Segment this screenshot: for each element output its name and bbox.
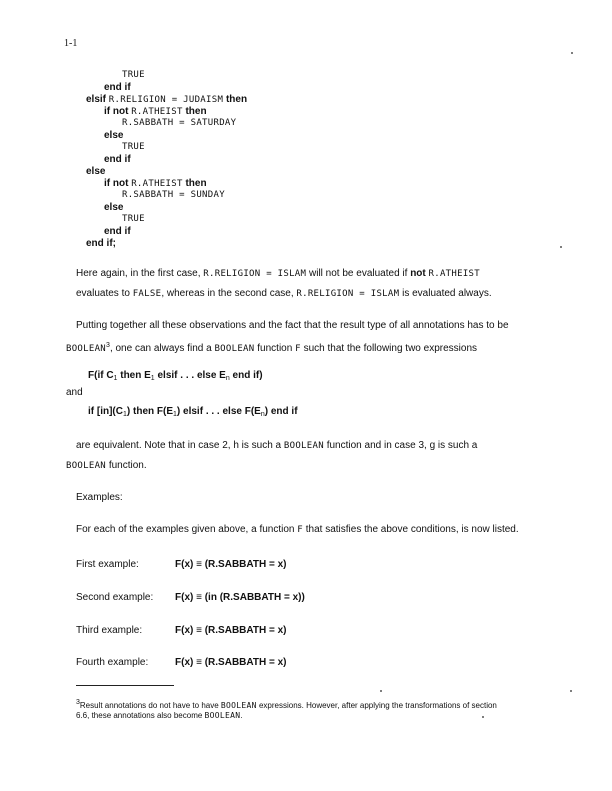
code-line-5: R.SABBATH = SATURDAY [122, 118, 237, 128]
example-label-4: Fourth example: [76, 657, 149, 668]
code-line-3: elsif R.RELIGION = JUDAISM then [86, 94, 248, 105]
example-formula-4: F(x) ≡ (R.SABBATH = x) [175, 657, 287, 668]
paragraph-2: Putting together all these observations and the fact that the result type of all annotations has to be [76, 320, 509, 331]
code-line-10: if not R.ATHEIST then [104, 178, 207, 189]
and-word: and [66, 387, 83, 398]
scan-speck [570, 690, 572, 692]
code-line-15: end if; [86, 238, 116, 249]
expression-1: F(if $C_1$ then $E_1$ elsif . . . else $E_n$ end if) [88, 370, 263, 382]
code-line-14: end if [104, 226, 131, 237]
footnote-ref: 3 [106, 342, 110, 349]
code-line-4: if not R.ATHEIST then [104, 106, 207, 117]
code-line-9: else [86, 166, 106, 177]
example-formula-2: F(x) ≡ (in (R.SABBATH = x)) [175, 592, 305, 603]
example-formula-1: F(x) ≡ (R.SABBATH = x) [175, 559, 287, 570]
paragraph-4: For each of the examples given above, a function F that satisfies the above conditions, is now listed. [76, 524, 519, 535]
examples-heading: Examples: [76, 492, 123, 503]
footnote-line-2: 6.6, these annotations also become BOOLEAN. [76, 711, 243, 720]
code-line-13: TRUE [122, 214, 145, 224]
example-label-3: Third example: [76, 625, 143, 636]
code-line-6: else [104, 130, 124, 141]
scan-speck [571, 52, 573, 54]
paragraph-3-line-2: BOOLEAN function. [66, 460, 147, 471]
scan-speck [482, 716, 484, 718]
example-formula-3: F(x) ≡ (R.SABBATH = x) [175, 625, 287, 636]
scan-speck [560, 246, 562, 248]
page-number: 1-1 [64, 38, 78, 49]
code-line-7: TRUE [122, 142, 145, 152]
paragraph-3: are equivalent. Note that in case 2, h is such a BOOLEAN function and in case 3, g is such a [76, 440, 478, 451]
scan-speck [380, 690, 382, 692]
example-label-1: First example: [76, 559, 139, 570]
code-line-12: else [104, 202, 124, 213]
paragraph-1: Here again, in the first case, R.RELIGION = ISLAM will not be evaluated if not R.ATHEIST [76, 268, 480, 279]
footnote-divider [76, 685, 174, 686]
code-line-1: TRUE [122, 70, 145, 80]
paragraph-1-line-2: evaluates to FALSE, whereas in the second case, R.RELIGION = ISLAM is evaluated always. [76, 288, 492, 299]
code-line-11: R.SABBATH = SUNDAY [122, 190, 225, 200]
example-label-2: Second example: [76, 592, 154, 603]
expression-2: if $[in](C_1)$ then $F(E_1)$ elsif . . . else $F(E_n)$ end if [88, 406, 298, 418]
code-line-2: end if [104, 82, 131, 93]
footnote: $^3$Result annotations do not have to have BOOLEAN expressions. However, after applying the transformations of section [76, 699, 497, 710]
code-line-8: end if [104, 154, 131, 165]
paragraph-2-line-2: BOOLEAN$^3$, one can always find a BOOLEAN function F such that the following two expressions [66, 342, 478, 354]
